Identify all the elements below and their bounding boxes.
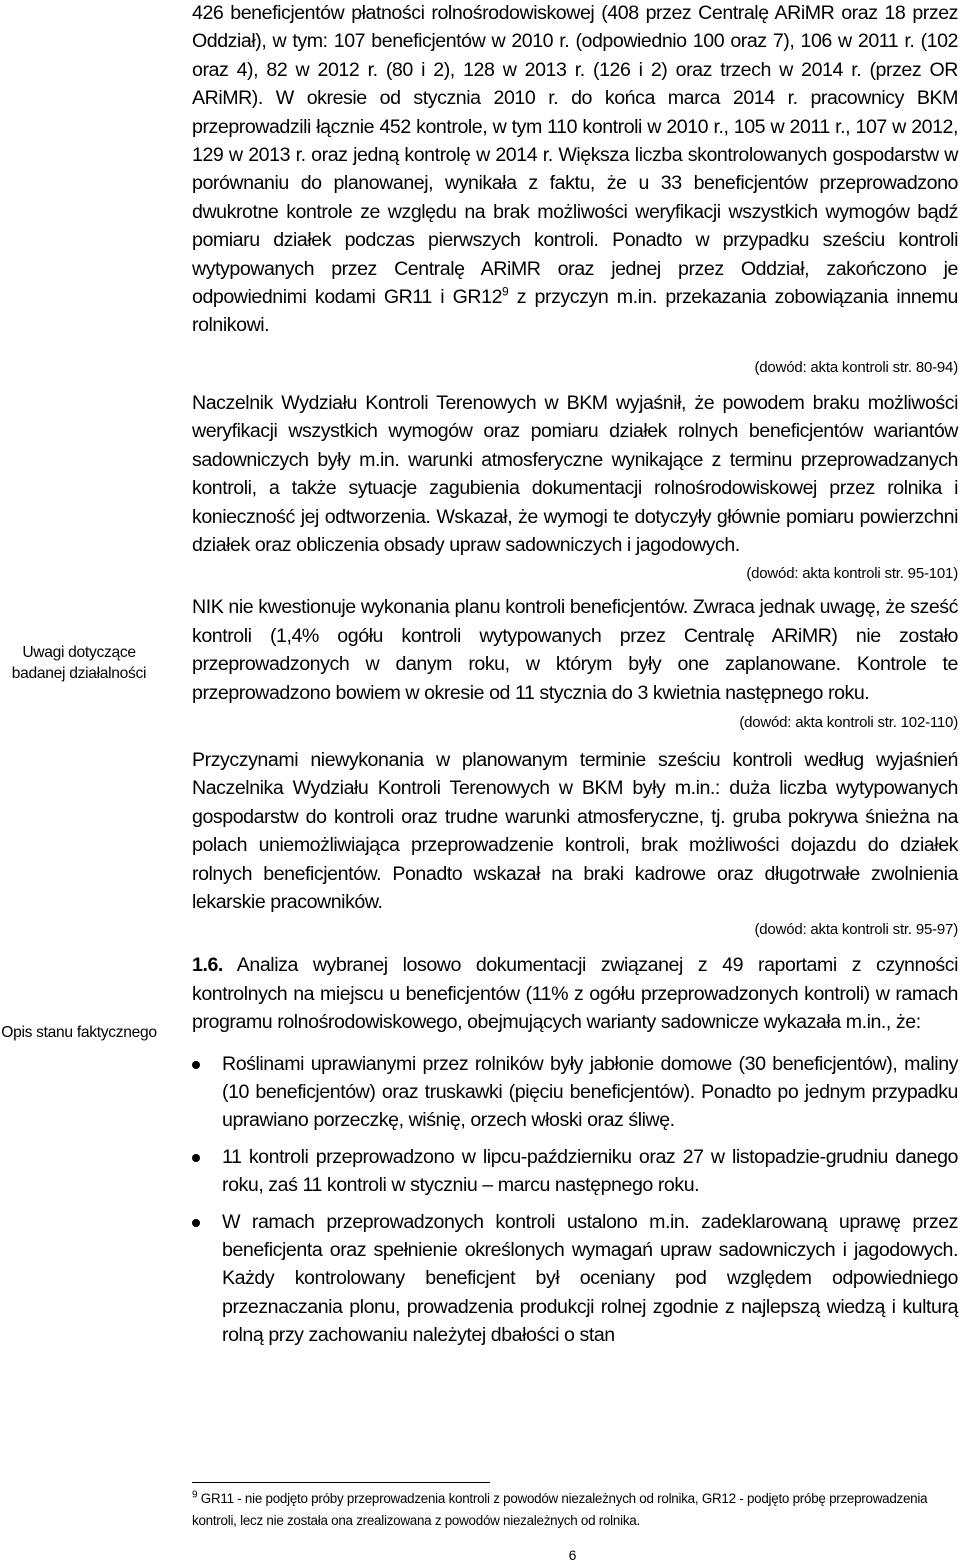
bullet-text: Roślinami uprawianymi przez rolników były jabłonie domowe (30 beneficjentów), maliny (10 beneficjentów) oraz truskawki (pięciu beneficjentów). Ponadto po jednym przypadku uprawiano porzeczkę, wiśnię, orzech włoski oraz śliwę. (222, 1052, 958, 1132)
bullet-text: W ramach przeprowadzonych kontroli ustalono m.in. zadeklarowaną uprawę przez beneficjenta oraz spełnienie określonych wymagań upraw sadowniczych i jagodowych. Każdy kontrolowany beneficjent był oceniany pod względem odpowiedniego przeznaczania plonu, prowadzenia produkcji rolnej zgodnie z najlepszą wiedzą i kulturą rolną przy zachowaniu należytej dbałości o stan (222, 1210, 958, 1347)
bullet-icon (192, 1061, 200, 1069)
sidebar-note-uwagi: Uwagi dotyczące badanej działalności (11, 644, 147, 682)
bullet-item (192, 1208, 958, 1350)
bullet-text: 11 kontroli przeprowadzono w lipcu-październiku oraz 27 w listopadzie-grudniu danego roku, zaś 11 kontroli w styczniu – marcu następnego roku. (222, 1145, 958, 1197)
footnote (192, 1488, 958, 1532)
bullet-item (192, 1050, 958, 1135)
paragraph-1-text: 426 beneficjentów płatności rolnośrodowiskowej (408 przez Centralę ARiMR oraz 18 przez Oddział), w tym: 107 beneficjentów w 2010 r. (odpowiednio 100 oraz 7), 106 w 2011 r. (102 oraz 4), 82 w 2012 r. (80 i 2), 128 w 2013 r. (126 i 2) oraz trzech w 2014 r. (przez OR ARiMR). W okresie od stycznia 2010 r. do końca marca 2014 r. pracownicy BKM przeprowadzili łącznie 452 kontrole, w tym 110 kontroli w 2010 r., 105 w 2011 r., 107 w 2012, 129 w 2013 r. oraz jedną kontrolę w 2014 r. Większa liczba skontrolowanych gospodarstw w porównaniu do planowanej, wynikała z faktu, że u 33 beneficjentów przeprowadzono dwukrotne kontrole ze względu na brak możliwości weryfikacji wszystkich wymogów bądź pomiaru działek podczas pierwszych kontroli. Ponadto w przypadku sześciu kontroli wytypowanych przez Centralę ARiMR oraz jednej przez Oddział, zakończono je odpowiednimi kodami GR11 i GR12 (192, 2, 958, 309)
sidebar-note-opis: Opis stanu faktycznego (1, 1024, 157, 1041)
footnote-number: 9 (192, 1489, 198, 1501)
main-content (192, 0, 958, 1350)
bullet-list (192, 1050, 958, 1350)
evidence-2: (dowód: akta kontroli str. 95-101) (746, 565, 958, 583)
paragraph-1-end: z przyczyn m.in. przekazania zobowiązania innemu rolnikowi. (192, 286, 958, 337)
footnote-ref: 9 (502, 284, 509, 299)
paragraph-5 (192, 951, 958, 1036)
paragraph-5-text: Analiza wybranej losowo dokumentacji związanej z 49 raportami z czynności kontrolnych na miejscu u beneficjentów (11% z ogółu przeprowadzonych kontroli) w ramach programu rolnośrodowiskowego, obejmujących warianty sadownicze wykazała m.in., że: (192, 954, 958, 1034)
paragraph-4: Przyczynami niewykonania w planowanym terminie sześciu kontroli według wyjaśnień Naczelnika Wydziału Kontroli Terenowych w BKM były m.in.: duża liczba wytypowanych gospodarstw do kontroli oraz trudne warunki atmosferyczne, tj. gruba pokrywa śnieżna na polach uniemożliwiająca przeprowadzenie kontroli, brak możliwości dojazdu do działek rolnych beneficjentów. Ponadto wskazał na braki kadrowe oraz długotrwałe zwolnienia lekarskie pracowników. (192, 748, 958, 913)
paragraph-1 (192, 0, 958, 340)
bullet-icon (192, 1154, 200, 1162)
bullet-icon (192, 1219, 200, 1227)
paragraph-2: Naczelnik Wydziału Kontroli Terenowych w BKM wyjaśnił, że powodem braku możliwości weryfikacji wszystkich wymogów oraz pomiaru działek rolnych beneficjentów wariantów sadowniczych były m.in. warunki atmosferyczne wynikające z terminu przeprowadzanych kontroli, a także sytuacje zagubienia dokumentacji rolnośrodowiskowej przez rolnika i konieczność jej odtworzenia. Wskazał, że wymogi te dotyczyły głównie pomiaru powierzchni działek oraz obliczenia obsady upraw sadowniczych i jagodowych. (192, 391, 958, 556)
page-number: 6 (568, 1547, 577, 1563)
section-number: 1.6. (192, 954, 223, 977)
evidence-1: (dowód: akta kontroli str. 80-94) (754, 358, 958, 376)
evidence-4: (dowód: akta kontroli str. 95-97) (754, 921, 958, 939)
paragraph-3: NIK nie kwestionuje wykonania planu kontroli beneficjentów. Zwraca jednak uwagę, że sześć kontroli (1,4% ogółu kontroli wytypowanych przez Centralę ARiMR) nie zostało przeprowadzonych w danym roku, w którym były one zaplanowane. Kontrole te przeprowadzono bowiem w okresie od 11 stycznia do 3 kwietnia następnego roku. (192, 596, 958, 704)
footnote-divider (192, 1482, 490, 1483)
bullet-item (192, 1143, 958, 1200)
evidence-3: (dowód: akta kontroli str. 102-110) (739, 713, 958, 731)
footnote-text: GR11 - nie podjęto próby przeprowadzenia kontroli z powodów niezależnych od rolnika, GR12 - podjęto próbę przeprowadzenia kontroli, lecz nie została ona zrealizowana z powodów niezależnych od rolnika. (192, 1491, 928, 1528)
